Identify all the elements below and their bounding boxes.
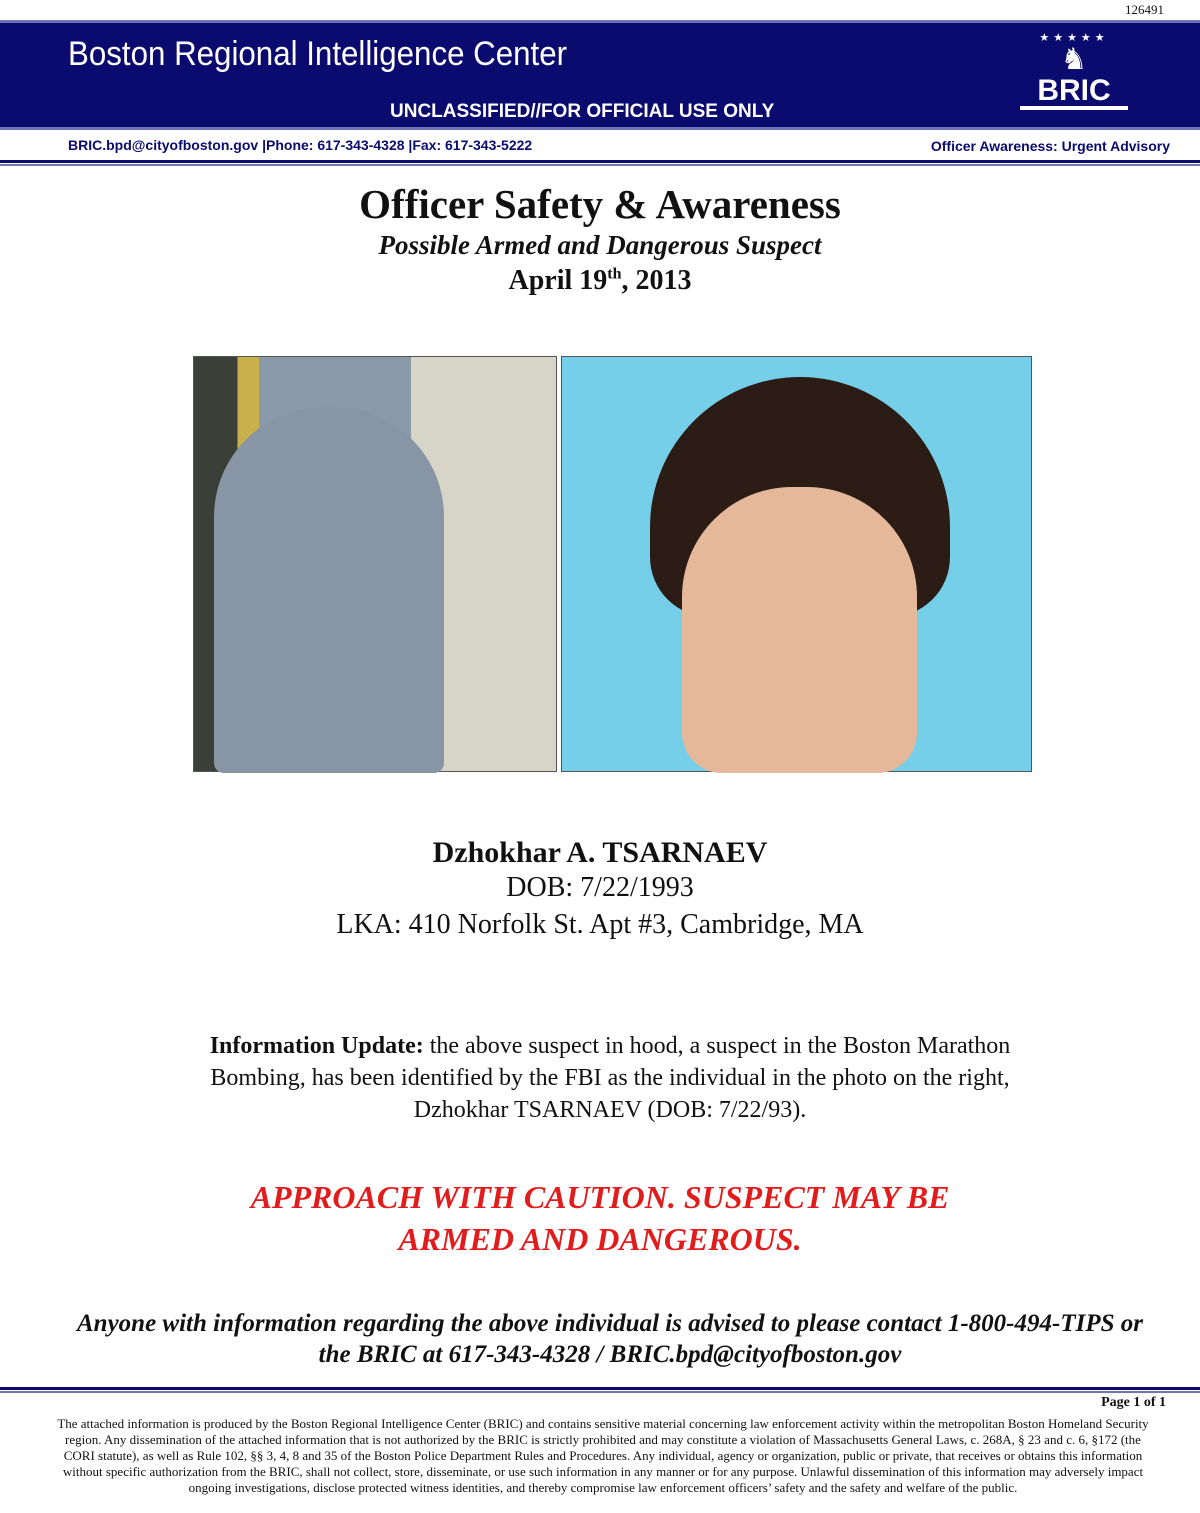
divider [0,160,1200,166]
info-text: the above suspect in hood, a suspect in the Boston Marathon Bombing, has been identified by the FBI as the individual in the photo on the right, Dzhokhar TSARNAEV (DOB: 7/22/93). [210,1033,1011,1123]
horse-rider-icon: ♞ [1060,43,1088,76]
classification: UNCLASSIFIED//FOR OFFICIAL USE ONLY [390,101,775,122]
suspect-dob: DOB: 7/22/1993 [506,872,694,903]
stars-icon: ★★★★★ [1039,32,1109,44]
date [0,265,1200,297]
header-banner [0,20,1200,130]
document-number: 126491 [1125,2,1164,17]
contact-info: BRIC.bpd@cityofboston.gov |Phone: 617-343-4328 |Fax: 617-343-5222 [68,137,533,153]
org-name: Boston Regional Intelligence Center [68,35,568,73]
id-photo [561,356,1032,772]
subtitle: Possible Armed and Dangerous Suspect [378,230,822,260]
suspect-name: Dzhokhar A. TSARNAEV [432,836,768,869]
bric-logo [1020,31,1128,123]
advisory-label: Officer Awareness: Urgent Advisory [930,138,1170,154]
legal-disclaimer: The attached information is produced by the Boston Regional Intelligence Center (BRIC) and contains sensitive material concerning law enforcement activity within the metropolitan Boston Homeland Security region. Any dissemination of the attached information that is not authorized by the BRIC is strictly prohibited and may constitute a violation of Massachusetts General Laws, c. 268A, § 23 and c. 6, §172 (the CORI statute), as well as Rule 102, §§ 3, 4, 8 and 35 of the Boston Police Department Rules and Procedures. Any individual, agency or organization, public or private, that receives or obtains this information without specific authorization from the BRIC, shall not collect, store, disseminate, or use such information in any manner or for any purpose. Unlawful dissemination of this information may adversely impact ongoing investigations, disclose protected witness identities, and thereby compromise law enforcement officers’ safety and the safety and welfare of the public. [57,1416,1149,1495]
date-year: , 2013 [621,265,692,296]
caution-warning [0,1176,1200,1260]
page-title: Officer Safety & Awareness [359,181,841,227]
date-sup: th [607,265,622,283]
footer-divider [0,1387,1200,1393]
information-update [190,1030,1030,1126]
logo-text: BRIC [1020,76,1128,110]
surveillance-photo [193,356,557,772]
tip-contact: Anyone with information regarding the above individual is advised to please contact 1-800-494-TIPS or the BRIC at 617-343-4328 / BRIC.bpd@cityofboston.gov [77,1310,1143,1368]
page-number: Page 1 of 1 [1101,1395,1166,1410]
suspect-address: LKA: 410 Norfolk St. Apt #3, Cambridge, MA [336,909,864,940]
caution-line-2: ARMED AND DANGEROUS. [398,1221,802,1257]
caution-line-1: APPROACH WITH CAUTION. SUSPECT MAY BE [250,1179,950,1215]
info-label: Information Update: [209,1033,424,1059]
date-main: April 19 [508,265,608,296]
